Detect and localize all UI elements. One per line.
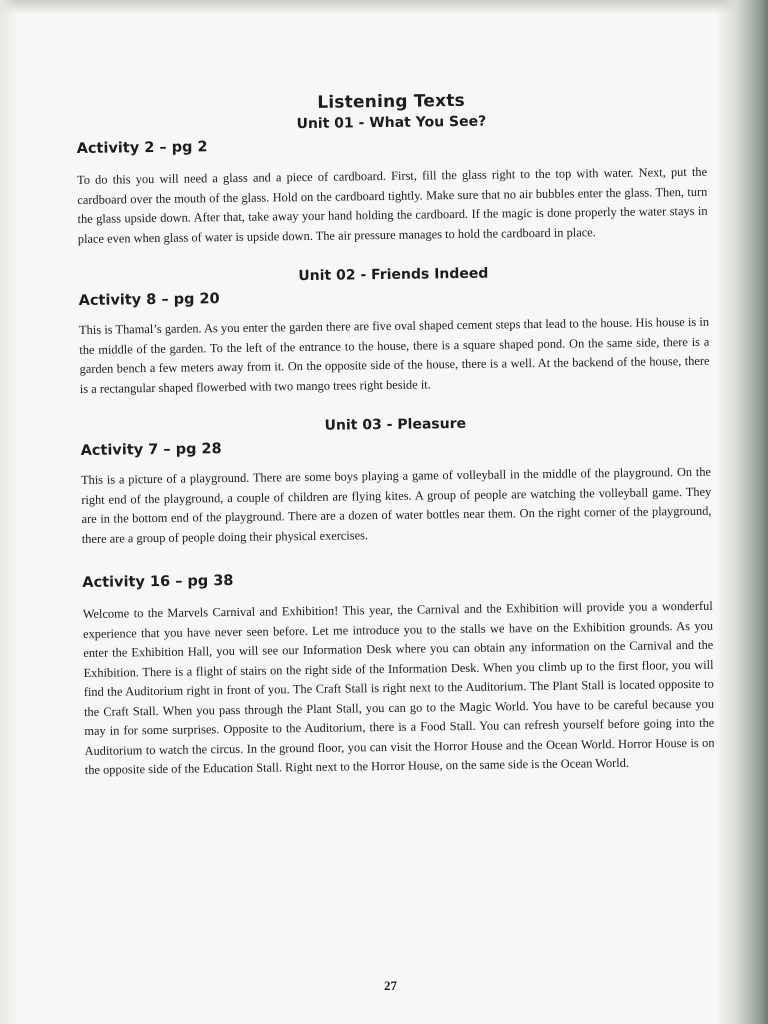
listening-text-paragraph: To do this you will need a glass and a piece of cardboard. First, fill the glass right to the top with water. Next, put the cardboard over the mouth of the glass. Hold on the cardboard tightly. Make sure that no air bubbles enter the glass. Then, turn the glass upside down. After that, take away your hand holding the cardboard. If the magic is done properly the water stays in place even when glass of water is upside down. The air pressure manages to hold the cardboard in place. bbox=[77, 164, 708, 246]
page-content bbox=[76, 88, 715, 781]
scan-left-edge bbox=[0, 0, 18, 1024]
unit-heading: Unit 01 - What You See? bbox=[296, 113, 487, 133]
activity-heading: Activity 8 – pg 20 bbox=[78, 291, 220, 309]
activity-heading: Activity 2 – pg 2 bbox=[76, 139, 208, 157]
page-title: Listening Texts bbox=[317, 90, 466, 113]
listening-text-paragraph: Welcome to the Marvels Carnival and Exhibition! This year, the Carnival and the Exhibition will provide you a wonderful experience that you have never seen before. Let me introduce you to the stalls we have on the Exhibition grounds. As you enter the Exhibition Hall, you will see our Information Desk where you can obtain any information on the Carnival and the Exhibition. There is a flight of stairs on the right side of the Information Desk. When you climb up to the first floor, you will find the Auditorium right in front of you. The Craft Stall is right next to the Auditorium. The Plant Stall is located opposite to the Craft Stall. When you pass through the Plant Stall, you can go to the Magic World. You have to be careful because you may in for some surprises. Opposite to the Auditorium, there is a Food Stall. You can refresh yourself before going into the Auditorium to watch the circus. In the ground floor, you can visit the Horror House and the Ocean World. Horror House is on the opposite side of the Education Stall. Right next to the Horror House, on the same side is the Ocean World. bbox=[82, 598, 715, 777]
scan-top-edge bbox=[0, 0, 768, 14]
section-unit-01 bbox=[76, 111, 708, 249]
section-unit-03 bbox=[80, 413, 712, 549]
unit-heading: Unit 02 - Friends Indeed bbox=[298, 265, 489, 285]
unit-heading: Unit 03 - Pleasure bbox=[324, 415, 467, 434]
activity-heading: Activity 16 – pg 38 bbox=[82, 572, 234, 591]
activity-heading: Activity 7 – pg 28 bbox=[80, 441, 222, 459]
listening-text-paragraph: This is Thamal’s garden. As you enter the garden there are five oval shaped cement steps that lead to the house. His house is in the middle of the garden. To the left of the entrance to the house, there is a square shaped pond. On the same side, there is a garden bench a few meters away from it. On the opposite side of the house, there is a well. At the backend of the house, there is a rectangular shaped flowerbed with two mango trees right beside it. bbox=[78, 314, 710, 396]
listening-text-paragraph: This is a picture of a playground. There are some boys playing a game of volleyball in the middle of the playground. On the right end of the playground, a couple of children are flying kites. A group of people are watching the volleyball game. They are in the bottom end of the playground. There are a dozen of water bottles near them. On the right corner of the playground, there are a group of people doing their physical exercises. bbox=[80, 464, 712, 546]
scan-right-edge-shadow bbox=[716, 0, 768, 1024]
section-unit-02 bbox=[78, 263, 710, 399]
section-activity-16 bbox=[82, 567, 715, 781]
page-number: 27 bbox=[384, 978, 397, 993]
